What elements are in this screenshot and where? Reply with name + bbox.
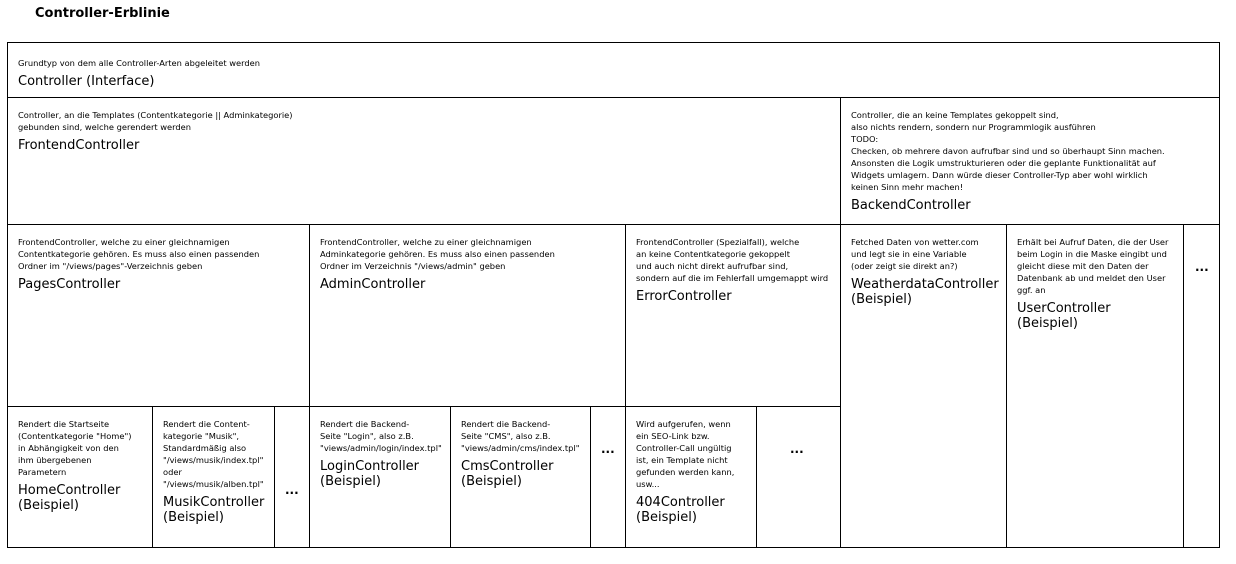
node-name: HomeController (Beispiel) (18, 483, 121, 513)
node-description: Erhält bei Aufruf Daten, die der User beim Login in die Maske eingibt und gleicht diese mit den Daten der Datenbank ab und meldet den User ggf. an (1017, 237, 1169, 295)
node-name: Controller (Interface) (18, 74, 155, 89)
404-controller-node (625, 406, 757, 548)
node-name: LoginController (Beispiel) (320, 459, 420, 489)
backend-controller-node (840, 97, 1220, 225)
ellipsis-label: ... (601, 442, 615, 456)
node-description: Rendert die Backend- Seite "CMS", also z.B. "views/admin/cms/index.tpl" (461, 419, 580, 453)
node-description: FrontendController, welche zu einer gleichnamigen Adminkategorie gehören. Es muss also einen passenden Ordner im Verzeichnis "/views/admin" geben (320, 237, 555, 271)
musik-controller-node (152, 406, 275, 548)
ellipsis-node-backend (1183, 224, 1220, 548)
node-name: ErrorController (636, 289, 732, 304)
node-name: FrontendController (18, 138, 140, 153)
cms-controller-node (450, 406, 591, 548)
user-controller-node (1006, 224, 1184, 548)
node-name: UserController (Beispiel) (1017, 301, 1111, 331)
controller-node (7, 42, 1220, 98)
node-description: FrontendController (Spezialfall), welche an keine Contentkategorie gekoppelt und auch nicht direkt aufrufbar sind, sondern auf die im Fehlerfall umgemappt wird (636, 237, 829, 283)
node-description: Rendert die Content- kategorie "Musik", Standardmäßig also "/views/musik/index.tpl" oder "/views/musik/alben.tpl" (163, 419, 264, 489)
node-name: BackendController (851, 198, 971, 213)
ellipsis-label: ... (285, 483, 299, 497)
diagram-title: Controller-Erblinie (35, 6, 170, 21)
node-description: FrontendController, welche zu einer gleichnamigen Contentkategorie gehören. Es muss also einen passenden Ordner im "/views/pages"-Verzeichnis geben (18, 237, 260, 271)
node-description: Rendert die Startseite (Contentkategorie "Home") in Abhängigkeit von den ihm übergebenen Parametern (18, 419, 132, 477)
weatherdata-controller-node (840, 224, 1007, 548)
node-description: Controller, die an keine Templates gekoppelt sind, also nichts rendern, sondern nur Programmlogik ausführen TODO: Checken, ob mehrere davon aufrufbar sind und so überhaupt Sinn machen. Ansonsten die Logik umstrukturieren oder die geplante Funktionalität auf Widgets umlagern. Dann würde dieser Controller-Typ aber wohl wirklich keinen Sinn mehr machen! (851, 110, 1165, 192)
error-controller-node (625, 224, 841, 407)
ellipsis-label: ... (790, 442, 804, 456)
frontend-controller-node (7, 97, 841, 225)
admin-controller-node (309, 224, 626, 407)
home-controller-node (7, 406, 153, 548)
node-name: PagesController (18, 277, 121, 292)
node-name: WeatherdataController (Beispiel) (851, 277, 999, 307)
node-name: AdminController (320, 277, 426, 292)
node-description: Fetched Daten von wetter.com und legt sie in eine Variable (oder zeigt sie direkt an?) (851, 237, 979, 271)
login-controller-node (309, 406, 451, 548)
node-description: Grundtyp von dem alle Controller-Arten abgeleitet werden (18, 58, 261, 68)
node-name: 404Controller (Beispiel) (636, 495, 725, 525)
ellipsis-node-pages (274, 406, 310, 548)
ellipsis-node-admin (590, 406, 626, 548)
node-name: MusikController (Beispiel) (163, 495, 265, 525)
node-description: Rendert die Backend- Seite "Login", also z.B. "views/admin/login/index.tpl" (320, 419, 442, 453)
node-description: Controller, an die Templates (Contentkategorie || Adminkategorie) gebunden sind, welche gerendert werden (18, 110, 293, 132)
node-name: CmsController (Beispiel) (461, 459, 554, 489)
ellipsis-node-error (756, 406, 841, 548)
ellipsis-label: ... (1195, 260, 1209, 274)
node-description: Wird aufgerufen, wenn ein SEO-Link bzw. Controller-Call ungültig ist, ein Template nicht gefunden werden kann, usw... (636, 419, 735, 489)
pages-controller-node (7, 224, 310, 407)
